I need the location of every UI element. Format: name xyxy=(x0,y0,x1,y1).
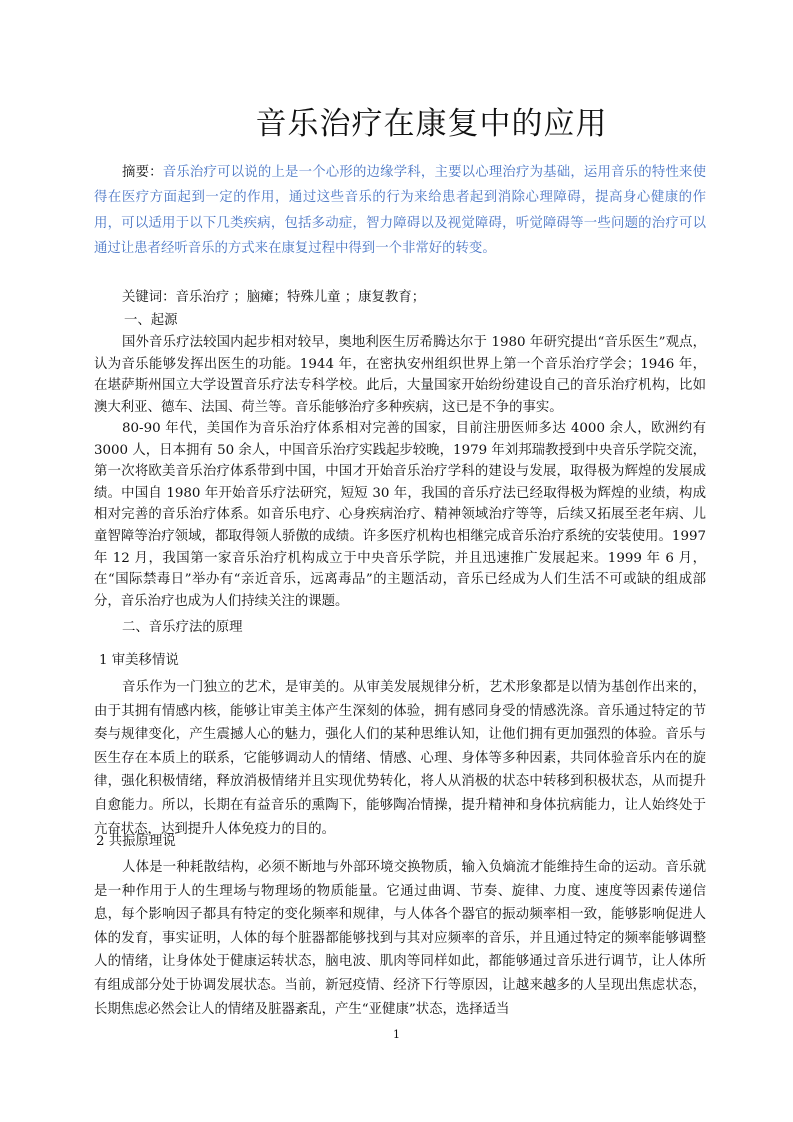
abstract xyxy=(94,160,706,262)
paragraph-origin-1: 国外音乐疗法较国内起步相对较早，奥地利医生厉希腾达尔于 1980 年研究提出“音乐医生”观点，认为音乐能够发挥出医生的功能。1944 年，在密执安州组织世界上第一个音乐治疗学会；1946 年，在堪萨斯州国立大学设置音乐疗法专科学校。此后，大量国家开始纷纷建设自己的音乐治疗机构，比如澳大利亚、德车、法国、荷兰等。音乐能够治疗多种疾病，这已是不争的事实。 xyxy=(94,335,706,415)
page-number: 1 xyxy=(393,1028,400,1041)
paragraph-origin-2: 80-90 年代，美国作为音乐治疗体系相对完善的国家，目前注册医师多达 4000 余人，欧洲约有 3000 人，日本拥有 50 余人，中国音乐治疗实践起步较晚，1979 年刘邦瑞教授到中央音乐学院交流，第一次将欧美音乐治疗体系带到中国，中国才开始音乐治疗学科的建设与发展，取得极为辉煌的发展成绩。中国自 1980 年开始音乐疗法研究，短短 30 年，我国的音乐疗法已经取得极为辉煌的业绩，构成相对完善的音乐治疗体系。如音乐电疗、心身疾病治疗、精神领域治疗等等，后续又拓展至老年病、儿童智障等治疗领域，都取得领人骄傲的成绩。许多医疗机构也相继完成音乐治疗系统的安装使用。1997 年 12 月，我国第一家音乐治疗机构成立于中央音乐学院，并且迅速推广发展起来。1999 年 6 月，在“国际禁毒日”举办有“亲近音乐，远离毒品”的主题活动，音乐已经成为人们生活不可或缺的组成部分，音乐治疗也成为人们持续关注的课题。 xyxy=(94,421,706,609)
abstract-label: 摘要： xyxy=(122,165,163,180)
document-title: 音乐治疗在康复中的应用 xyxy=(255,106,608,142)
paragraph-aesthetic-empathy: 音乐作为一门独立的艺术，是审美的。从审美发展规律分析，艺术形象都是以情为基创作出来的，由于其拥有情感内核，能够让审美主体产生深刻的体验，拥有感同身受的情感洗涤。音乐通过特定的节奏与规律变化，产生震撼人心的魅力，强化人们的某种思维认知，让他们拥有更加强烈的体验。音乐与医生存在本质上的联系，它能够调动人的情绪、情感、心理、身体等多种因素，共同体验音乐内在的旋律，强化积极情绪，释放消极情绪并且实现优势转化，将人从消极的状态中转移到积极状态，从而提升自愈能力。所以，长期在有益音乐的熏陶下，能够陶冶情操，提升精神和身体抗病能力，让人始终处于亢奋状态，达到提升人体免疫力的目的。 xyxy=(94,680,706,837)
subheading-resonance: 2 共振原理说 xyxy=(96,834,176,849)
section-heading-principles: 二、音乐疗法的原理 xyxy=(122,620,243,635)
subheading-aesthetic-empathy: 1 审美移情说 xyxy=(99,653,179,668)
keywords: 关键词：音乐治疗 ；脑瘫；特殊儿童 ；康复教育； xyxy=(122,290,426,305)
section-heading-origin: 一、起源 xyxy=(124,313,178,328)
abstract-text: 音乐治疗可以说的上是一个心形的边缘学科，主要以心理治疗为基础，运用音乐的特性来使得在医疗方面起到一定的作用，通过这些音乐的行为来给患者起到消除心理障碍，提高身心健康的作用，可以适用于以下几类疾病，包括多动症，智力障碍以及视觉障碍，听觉障碍等一些问题的治疗可以通过让患者经听音乐的方式来在康复过程中得到一个非常好的转变。 xyxy=(94,165,707,257)
paragraph-resonance: 人体是一种耗散结构，必须不断地与外部环境交换物质，输入负熵流才能维持生命的运动。音乐就是一种作用于人的生理场与物理场的物质能量。它通过曲调、节奏、旋律、力度、速度等因素传递信息，每个影响因子都具有特定的变化频率和规律，与人体各个器官的振动频率相一致，能够影响促进人体的发育，事实证明，人体的每个脏器都能够找到与其对应频率的音乐，并且通过特定的频率能够调整人的情绪，让身体处于健康运转状态，脑电波、肌肉等同样如此，都能够通过音乐进行调节，让人体所有组成部分处于协调发展状态。当前，新冠疫情、经济下行等原因，让越来越多的人呈现出焦虑状态，长期焦虑必然会让人的情绪及脏器紊乱，产生“亚健康”状态，选择适当 xyxy=(94,860,706,1017)
